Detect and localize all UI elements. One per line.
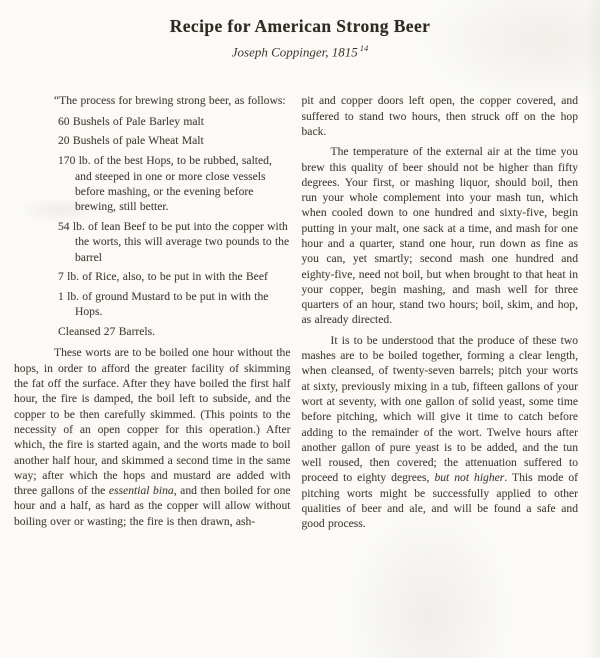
ingredient-item-wheat-malt: 20 Bushels of pale Wheat Malt bbox=[58, 134, 204, 148]
page-title: Recipe for American Strong Beer bbox=[169, 16, 431, 36]
cleansed-barrels-line: Cleansed 27 Barrels. bbox=[58, 325, 156, 339]
left-column bbox=[14, 93, 291, 536]
ingredient-item-rice: 7 lb. of Rice, also, to be put in with the Beef bbox=[58, 270, 268, 284]
byline bbox=[0, 43, 600, 60]
two-column-text-block bbox=[0, 60, 600, 536]
document-header bbox=[0, 0, 600, 60]
italic-phrase-essential-bina: essential bina bbox=[108, 484, 174, 498]
footnote-marker: 14 bbox=[359, 43, 369, 53]
ingredient-item-mustard: 1 lb. of ground Mustard to be put in with the Hops. bbox=[58, 290, 269, 319]
intro-paragraph: “The process for brewing strong beer, as follows: bbox=[54, 94, 286, 108]
boiling-paragraph-text: These worts are to be boiled one hour without the hops, in order to afford the greater facility of skimming the fat off the surface. After they have boiled the first half hour, the fire is damped, the boil left to subside, and the copper to be then carefully skimmed. (This points to the necessity of an open copper for this operation.) After which, the fire is started again, and the worts made to boil another half hour, and skimmed a second time in the same way; after which the hops and mustard are added with three gallons of the bbox=[14, 346, 291, 498]
italic-phrase-but-not-higher: but not higher bbox=[434, 471, 505, 485]
ingredient-item-beef: 54 lb. of lean Beef to be put into the copper with the worts, this will average two pounds to the barrel bbox=[58, 219, 290, 264]
temperature-paragraph: The temperature of the external air at the time you brew this quality of beer should not be higher than fifty degrees. Your first, or mashing liquor, should boil, then run your whole complement into your mash tun, which when cooled down to one hundred and sixty-five, begin putting in your malt, one sack at a time, and mash for one hour and a quarter, stand one hour, run down as fine as you can, yet smartly; second mash one hundred and eighty-five, need not boil, but when brought to that heat in your copper, begin mashing, and mash well for three quarters of an hour, stand two hours; boil, skim, and hop, as already directed. bbox=[301, 145, 578, 327]
byline-author-date: Joseph Coppinger, 1815 bbox=[231, 44, 358, 60]
ingredient-item-hops: 170 lb. of the best Hops, to be rubbed, salted, and steeped in one or more close vessels before mashing, or the evening before brewing, still better. bbox=[58, 154, 272, 214]
continuation-paragraph: pit and copper doors left open, the copper covered, and suffered to stand two hours, then struck off on the hop back. bbox=[301, 94, 578, 138]
ingredient-item-barley-malt: 60 Bushels of Pale Barley malt bbox=[58, 114, 204, 128]
boiling-paragraph-text-cont: , and then boiled for one hour and a half, as hard as the copper will allow without boiling over or wasting; the fire is then drawn, ash- bbox=[14, 484, 291, 528]
pitching-paragraph bbox=[302, 333, 579, 532]
boiling-paragraph bbox=[14, 345, 291, 529]
pitching-paragraph-text-cont: . This mode of pitching worts might be successfully applied to other qualities of beer and ale, and will be found a safe and good process. bbox=[301, 471, 578, 531]
ingredient-list bbox=[14, 114, 291, 340]
right-column bbox=[302, 93, 579, 536]
pitching-paragraph-text: It is to be understood that the produce of these two mashes are to be boiled together, forming a clear length, when cleansed, of twenty-seven barrels; pitch your worts at sixty, previously mixing in a tub, fifteen gallons of your wort at seventy, with one gallon of solid yeast, some time before pitching, which will give it time to catch before adding to the remainder of the wort. Twelve hours after another gallon of pure yeast is to be added, and the tun well roused, then covered; the attenuation suffered to proceed to eighty degrees, bbox=[301, 333, 578, 485]
